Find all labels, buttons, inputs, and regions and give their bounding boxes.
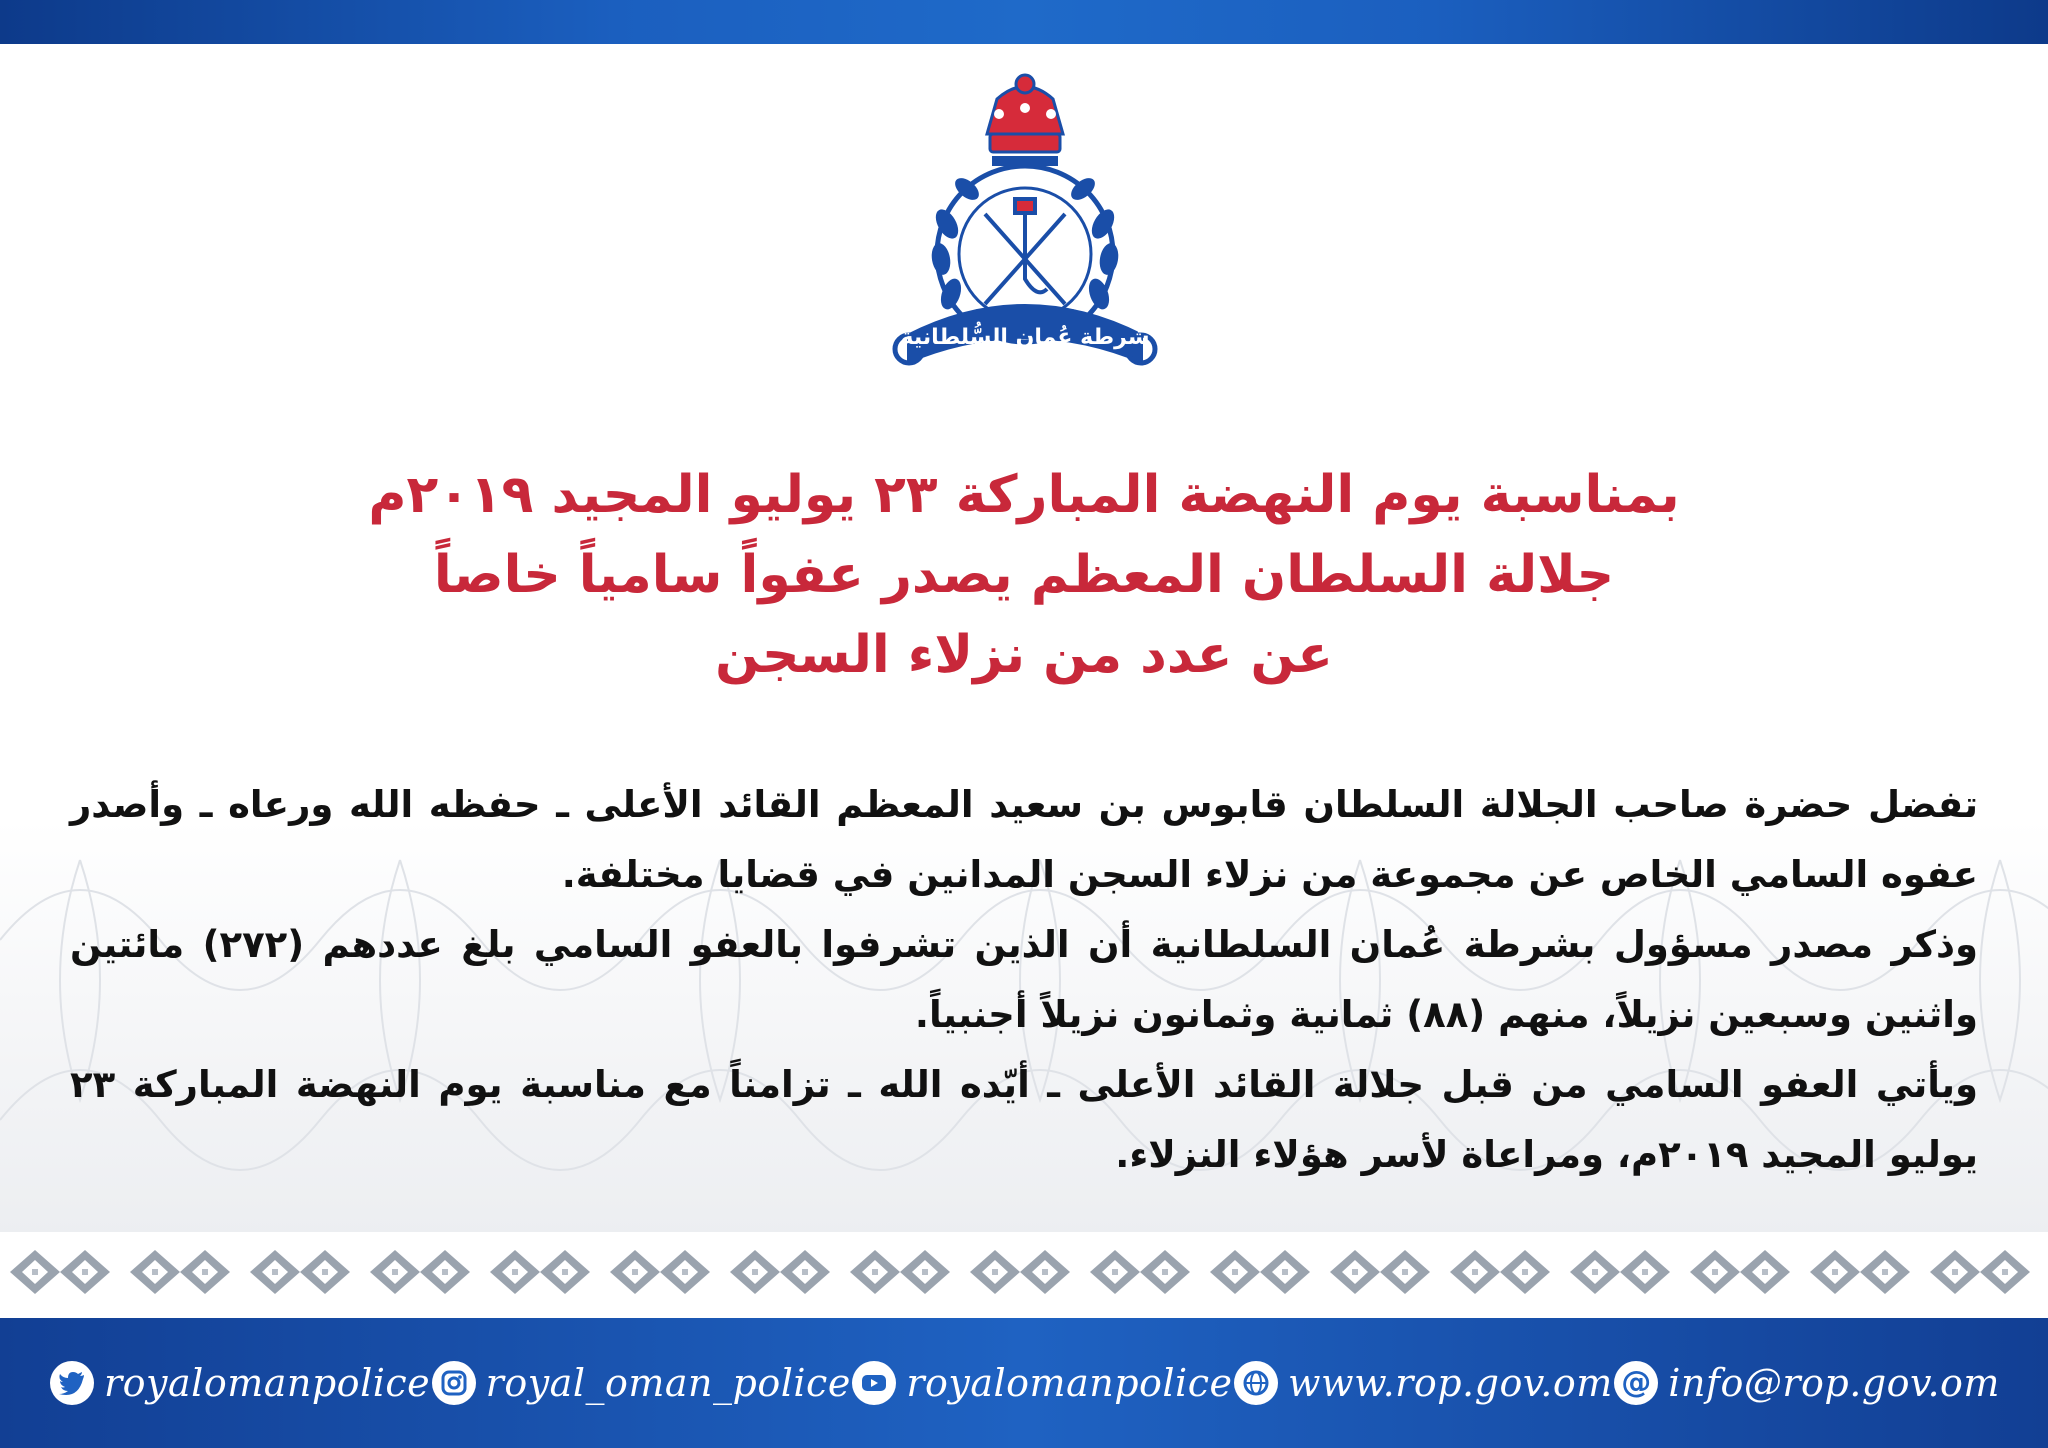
website-url: www.rop.gov.om	[1288, 1361, 1613, 1405]
ornament-pattern	[0, 1232, 2048, 1312]
youtube-handle: royalomanpolice	[906, 1361, 1233, 1405]
khanjar-icon	[985, 199, 1065, 304]
social-links	[50, 1353, 2000, 1413]
paragraph-1: تفضل حضرة صاحب الجلالة السلطان قابوس بن سعيد المعظم القائد الأعلى ـ حفظه الله ورعاه ـ وأصدر عفوه السامي الخاص عن مجموعة من نزلاء السجن المدانين في قضايا مختلفة.	[70, 783, 1978, 896]
headline-line-2: جلالة السلطان المعظم يصدر عفواً سامياً خاصاً	[433, 545, 1615, 605]
headline-line-3: عن عدد من نزلاء السجن	[715, 625, 1333, 685]
emblem-caption: شرطة عُمان السُّلطانية	[900, 325, 1150, 350]
instagram-icon	[432, 1361, 476, 1405]
email-address: info@rop.gov.om	[1668, 1361, 2000, 1405]
youtube-icon	[852, 1361, 896, 1405]
twitter-handle: royalomanpolice	[104, 1361, 431, 1405]
crown-icon	[987, 75, 1063, 166]
headline-line-1: بمناسبة يوم النهضة المباركة ٢٣ يوليو المجيد ٢٠١٩م	[368, 465, 1680, 525]
paragraph-2: وذكر مصدر مسؤول بشرطة عُمان السلطانية أن الذين تشرفوا بالعفو السامي بلغ عددهم (٢٧٢) مائتين واثنين وسبعين نزيلاً، منهم (٨٨) ثمانية وثمانون نزيلاً أجنبياً.	[70, 923, 1978, 1036]
royal-oman-police-emblem	[887, 64, 1163, 380]
at-icon: @	[1614, 1361, 1658, 1405]
youtube-link[interactable]	[852, 1361, 1232, 1405]
ornament-band	[0, 1232, 2048, 1312]
website-link[interactable]	[1234, 1361, 1613, 1405]
email-link[interactable]	[1614, 1361, 2000, 1405]
twitter-link[interactable]	[50, 1361, 430, 1405]
announcement-body	[70, 770, 1978, 1190]
paragraph-3: ويأتي العفو السامي من قبل جلالة القائد الأعلى ـ أيّده الله ـ تزامناً مع مناسبة يوم النهضة المباركة ٢٣ يوليو المجيد ٢٠١٩م، ومراعاة لأسر هؤلاء النزلاء.	[70, 1063, 1978, 1176]
top-banner	[0, 0, 2048, 44]
instagram-link[interactable]	[432, 1361, 851, 1405]
headline	[300, 455, 1748, 695]
globe-icon	[1234, 1361, 1278, 1405]
instagram-handle: royal_oman_police	[485, 1361, 851, 1405]
twitter-icon	[50, 1361, 94, 1405]
